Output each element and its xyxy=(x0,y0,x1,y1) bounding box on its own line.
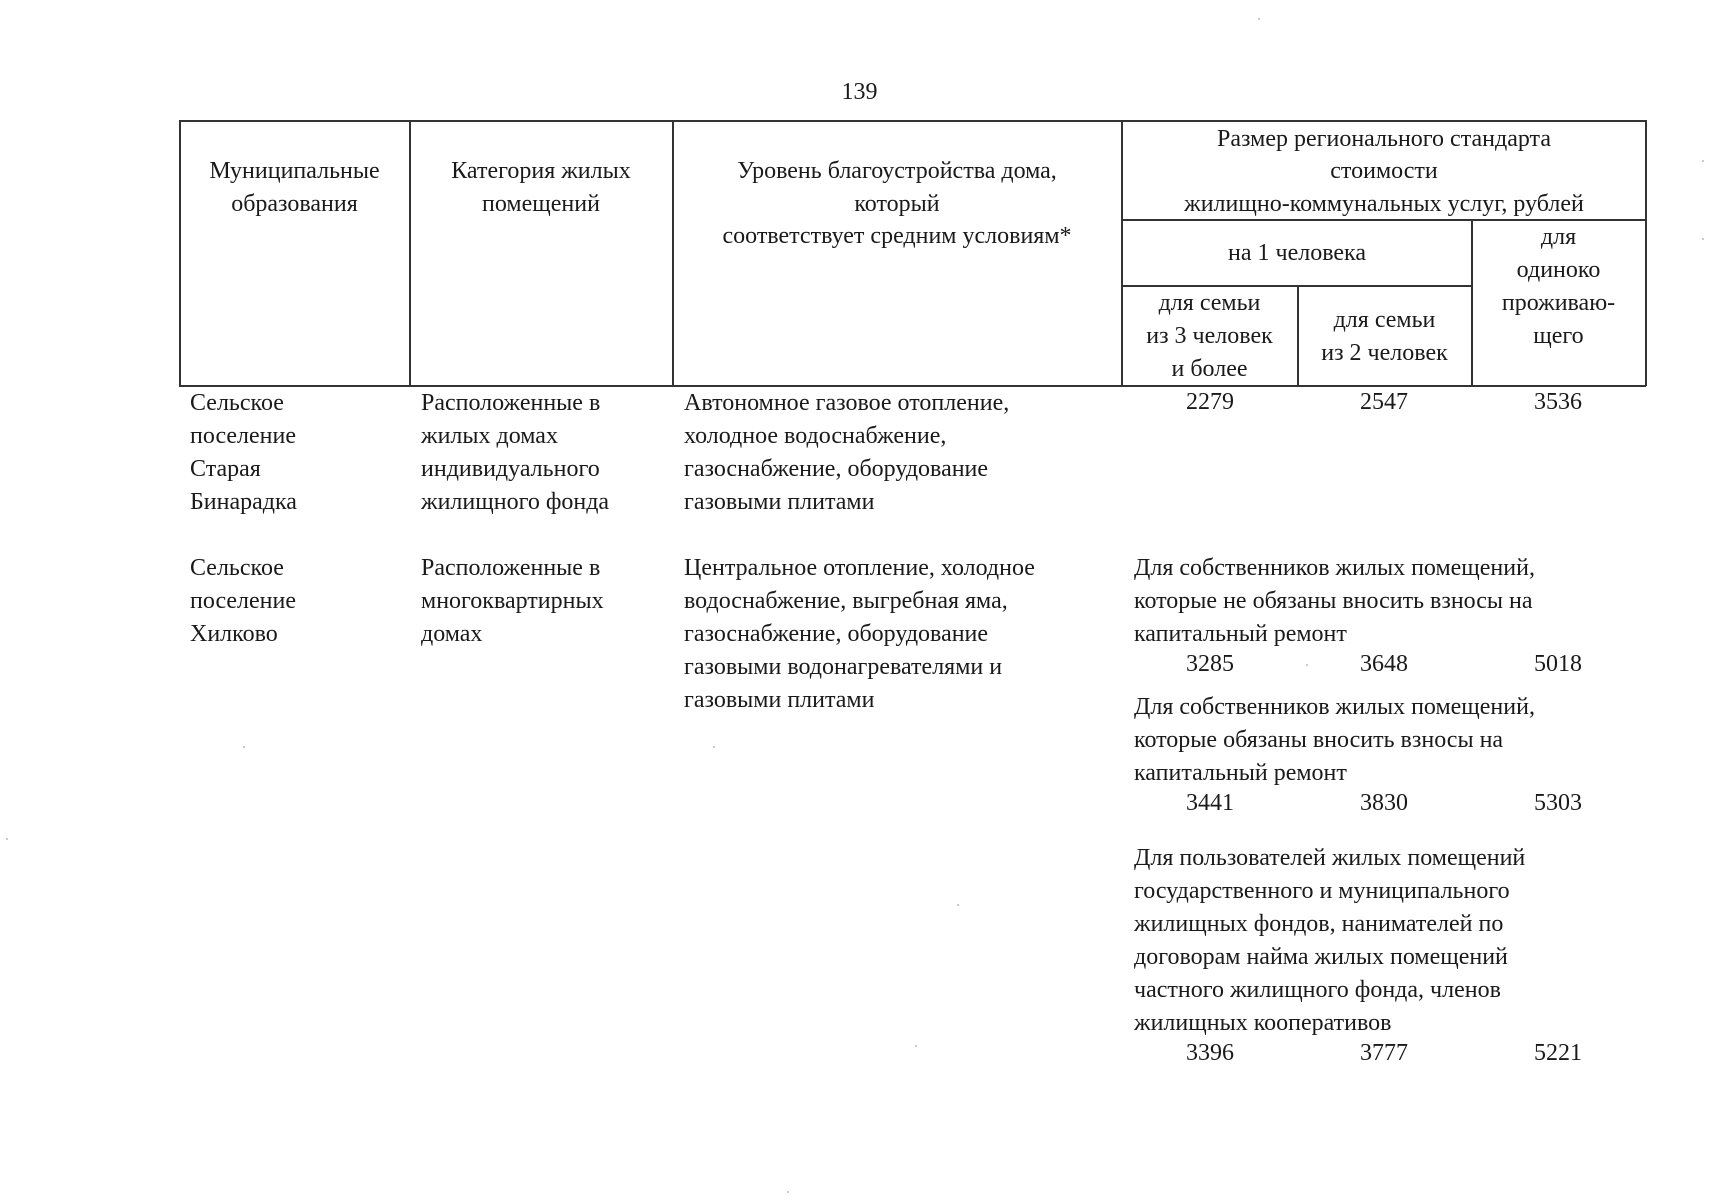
scan-speck xyxy=(1702,160,1704,162)
group-note-line: Для пользователей жилых помещений xyxy=(1134,845,1526,871)
cell-text-line: Хилково xyxy=(190,621,278,647)
cell-text-line: Старая xyxy=(190,456,261,482)
header-text-line: одиноко xyxy=(1516,257,1601,283)
group-note-line: частного жилищного фонда, членов xyxy=(1134,977,1501,1003)
scan-speck xyxy=(6,838,8,840)
value-single: 3536 xyxy=(1534,389,1582,415)
value-family2: 3648 xyxy=(1360,651,1408,677)
group-note-line: жилищных кооперативов xyxy=(1134,1010,1392,1036)
cell-text-line: Автономное газовое отопление, xyxy=(684,390,1010,416)
cell-text-line: жилых домах xyxy=(421,423,558,449)
cell-text-line: Расположенные в xyxy=(421,555,601,581)
cell-text-line: холодное водоснабжение, xyxy=(684,423,947,449)
group-note-line: капитальный ремонт xyxy=(1134,621,1347,647)
group-note-line: Для собственников жилых помещений, xyxy=(1134,694,1535,720)
group-note-line: капитальный ремонт xyxy=(1134,760,1347,786)
scan-speck xyxy=(1306,664,1308,666)
header-text-line: соответствует средним условиям* xyxy=(722,223,1072,249)
value-family3: 3441 xyxy=(1186,790,1234,816)
cell-text-line: Расположенные в xyxy=(421,390,601,416)
page-number: 139 xyxy=(841,79,878,105)
header-text-line: помещений xyxy=(482,191,600,217)
cell-text-line: многоквартирных xyxy=(421,588,604,614)
value-single: 5018 xyxy=(1534,651,1582,677)
header-text-line: для xyxy=(1540,224,1577,250)
header-text-line: Уровень благоустройства дома, xyxy=(737,158,1057,184)
header-per-person: на 1 человека xyxy=(1228,240,1366,266)
value-family3: 3396 xyxy=(1186,1040,1234,1066)
header-text-line: для семьи xyxy=(1333,307,1436,333)
header-text-line: который xyxy=(854,191,940,217)
cell-text-line: Сельское xyxy=(190,555,284,581)
header-text-line: образования xyxy=(231,191,358,217)
value-family3: 3285 xyxy=(1186,651,1234,677)
cell-text-line: водоснабжение, выгребная яма, xyxy=(684,588,1008,614)
value-single: 5303 xyxy=(1534,790,1582,816)
cell-text-line: газоснабжение, оборудование xyxy=(684,621,989,647)
cell-text-line: газовыми водонагревателями и xyxy=(684,654,1003,680)
cell-text-line: Сельское xyxy=(190,390,284,416)
scan-speck xyxy=(1702,238,1704,240)
header-text-line: щего xyxy=(1533,323,1584,349)
cell-text-line: Центральное отопление, холодное xyxy=(684,555,1035,581)
scan-speck xyxy=(1258,18,1260,20)
group-note-line: которые не обязаны вносить взносы на xyxy=(1134,588,1533,614)
header-text-line: из 2 человек xyxy=(1321,340,1448,366)
value-family2: 2547 xyxy=(1360,389,1408,415)
header-text-line: проживаю- xyxy=(1501,290,1616,316)
value-family2: 3830 xyxy=(1360,790,1408,816)
scan-speck xyxy=(787,1191,789,1193)
header-text-line: из 3 человек xyxy=(1146,323,1273,349)
group-note-line: которые обязаны вносить взносы на xyxy=(1134,727,1504,753)
header-text-line: жилищно-коммунальных услуг, рублей xyxy=(1184,191,1584,217)
scan-speck xyxy=(713,746,715,748)
header-text-line: для семьи xyxy=(1158,290,1261,316)
cell-text-line: поселение xyxy=(190,588,297,614)
cell-text-line: домах xyxy=(421,621,483,647)
header-text-line: Муниципальные xyxy=(209,158,380,184)
scan-speck xyxy=(957,904,959,906)
group-note-line: договорам найма жилых помещений xyxy=(1134,944,1508,970)
group-note-line: государственного и муниципального xyxy=(1134,878,1510,904)
header-text-line: и более xyxy=(1171,356,1248,382)
cell-text-line: Бинарадка xyxy=(190,489,297,515)
header-text-line: Категория жилых xyxy=(451,158,631,184)
scan-speck xyxy=(243,746,245,748)
cell-text-line: индивидуального xyxy=(421,456,600,482)
header-text-line: Размер регионального стандарта xyxy=(1217,126,1551,152)
cell-text-line: газовыми плитами xyxy=(684,489,875,515)
cell-text-line: жилищного фонда xyxy=(421,489,610,515)
cell-text-line: газоснабжение, оборудование xyxy=(684,456,989,482)
value-family3: 2279 xyxy=(1186,389,1234,415)
header-text-line: стоимости xyxy=(1330,158,1438,184)
value-single: 5221 xyxy=(1534,1040,1582,1066)
header-top-border xyxy=(179,120,1646,122)
scan-speck xyxy=(915,1045,917,1047)
value-family2: 3777 xyxy=(1360,1040,1408,1066)
group-note-line: Для собственников жилых помещений, xyxy=(1134,555,1535,581)
group-note-line: жилищных фондов, нанимателей по xyxy=(1134,911,1504,937)
cell-text-line: газовыми плитами xyxy=(684,687,875,713)
cell-text-line: поселение xyxy=(190,423,297,449)
